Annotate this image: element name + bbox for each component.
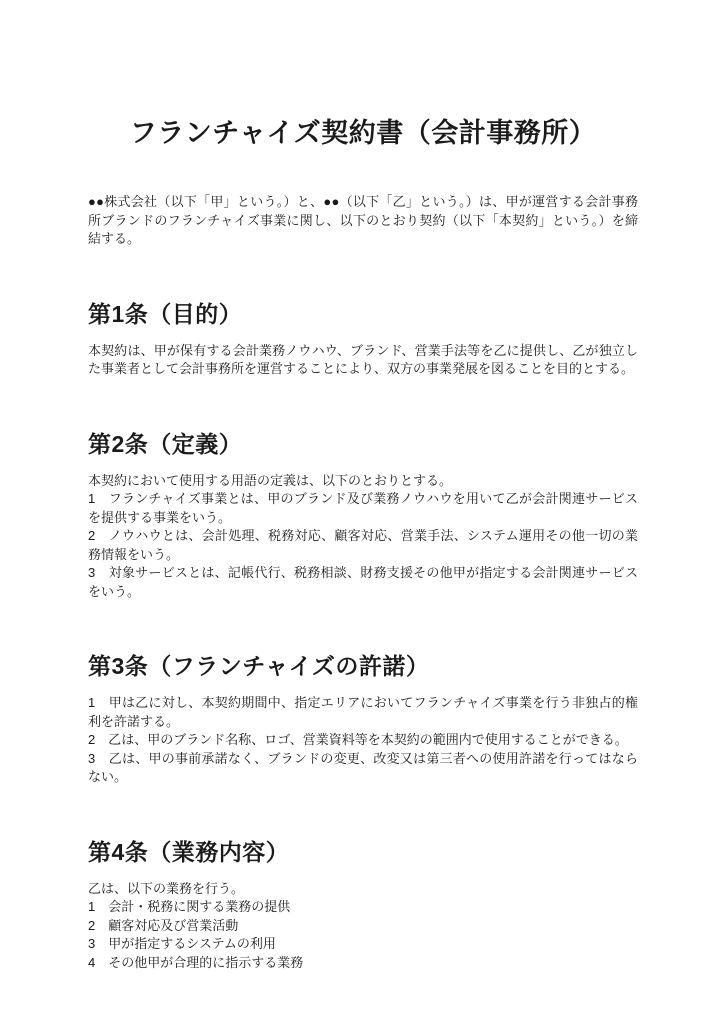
article-2-item-1: 1 フランチャイズ事業とは、甲のブランド及び業務ノウハウを用いて乙が会計関連サービスを提供する事業をいう。 [88,491,638,525]
article-1 [88,299,638,379]
article-3-item-1: 1 甲は乙に対し、本契約期間中、指定エリアにおいてフランチャイズ事業を行う非独占的権利を許諾する。 [88,695,638,729]
article-2-item-3: 3 対象サービスとは、記帳代行、税務相談、財務支援その他甲が指定する会計関連サービスをいう。 [88,565,638,599]
article-4-heading: 第4条（業務内容） [88,838,290,865]
article-2-item-2: 2 ノウハウとは、会計処理、税務対応、顧客対応、営業手法、システム運用その他一切の業務情報をいう。 [88,528,638,562]
document-title: フランチャイズ契約書（会計事務所） [129,118,597,148]
article-3-item-2: 2 乙は、甲のブランド名称、ロゴ、営業資料等を本契約の範囲内で使用することができる。 [88,732,628,747]
document-intro-paragraph: ●●株式会社（以下「甲」という。）と、●●（以下「乙」という。）は、甲が運営する会計事務所ブランドのフランチャイズ事業に関し、以下のとおり契約（以下「本契約」という。）を締結する。 [88,194,638,246]
article-4-lead: 乙は、以下の業務を行う。 [88,880,245,896]
article-4-item-3: 3 甲が指定するシステムの利用 [88,936,276,951]
article-3-item-3: 3 乙は、甲の事前承諾なく、ブランドの変更、改変又は第三者への使用許諾を行ってはならない。 [88,750,638,784]
article-4-item-2: 2 顧客対応及び営業活動 [88,917,239,933]
article-2-lead: 本契約において使用する用語の定義は、以下のとおりとする。 [88,472,453,488]
article-2 [88,429,638,602]
article-4-item-4: 4 その他甲が合理的に指示する業務 [88,954,304,970]
article-3 [88,651,638,787]
article-2-heading: 第2条（定義） [88,430,243,457]
article-4-item-1: 1 会計・税務に関する業務の提供 [88,899,291,914]
article-4 [88,837,638,973]
article-1-heading: 第1条（目的） [88,300,243,327]
article-1-paragraph: 本契約は、甲が保有する会計業務ノウハウ、ブランド、営業手法等を乙に提供し、乙が独立した事業者として会計事務所を運営することにより、双方の事業発展を図ることを目的とする。 [88,342,638,376]
article-3-heading: 第3条（フランチャイズの許諾） [88,653,430,679]
